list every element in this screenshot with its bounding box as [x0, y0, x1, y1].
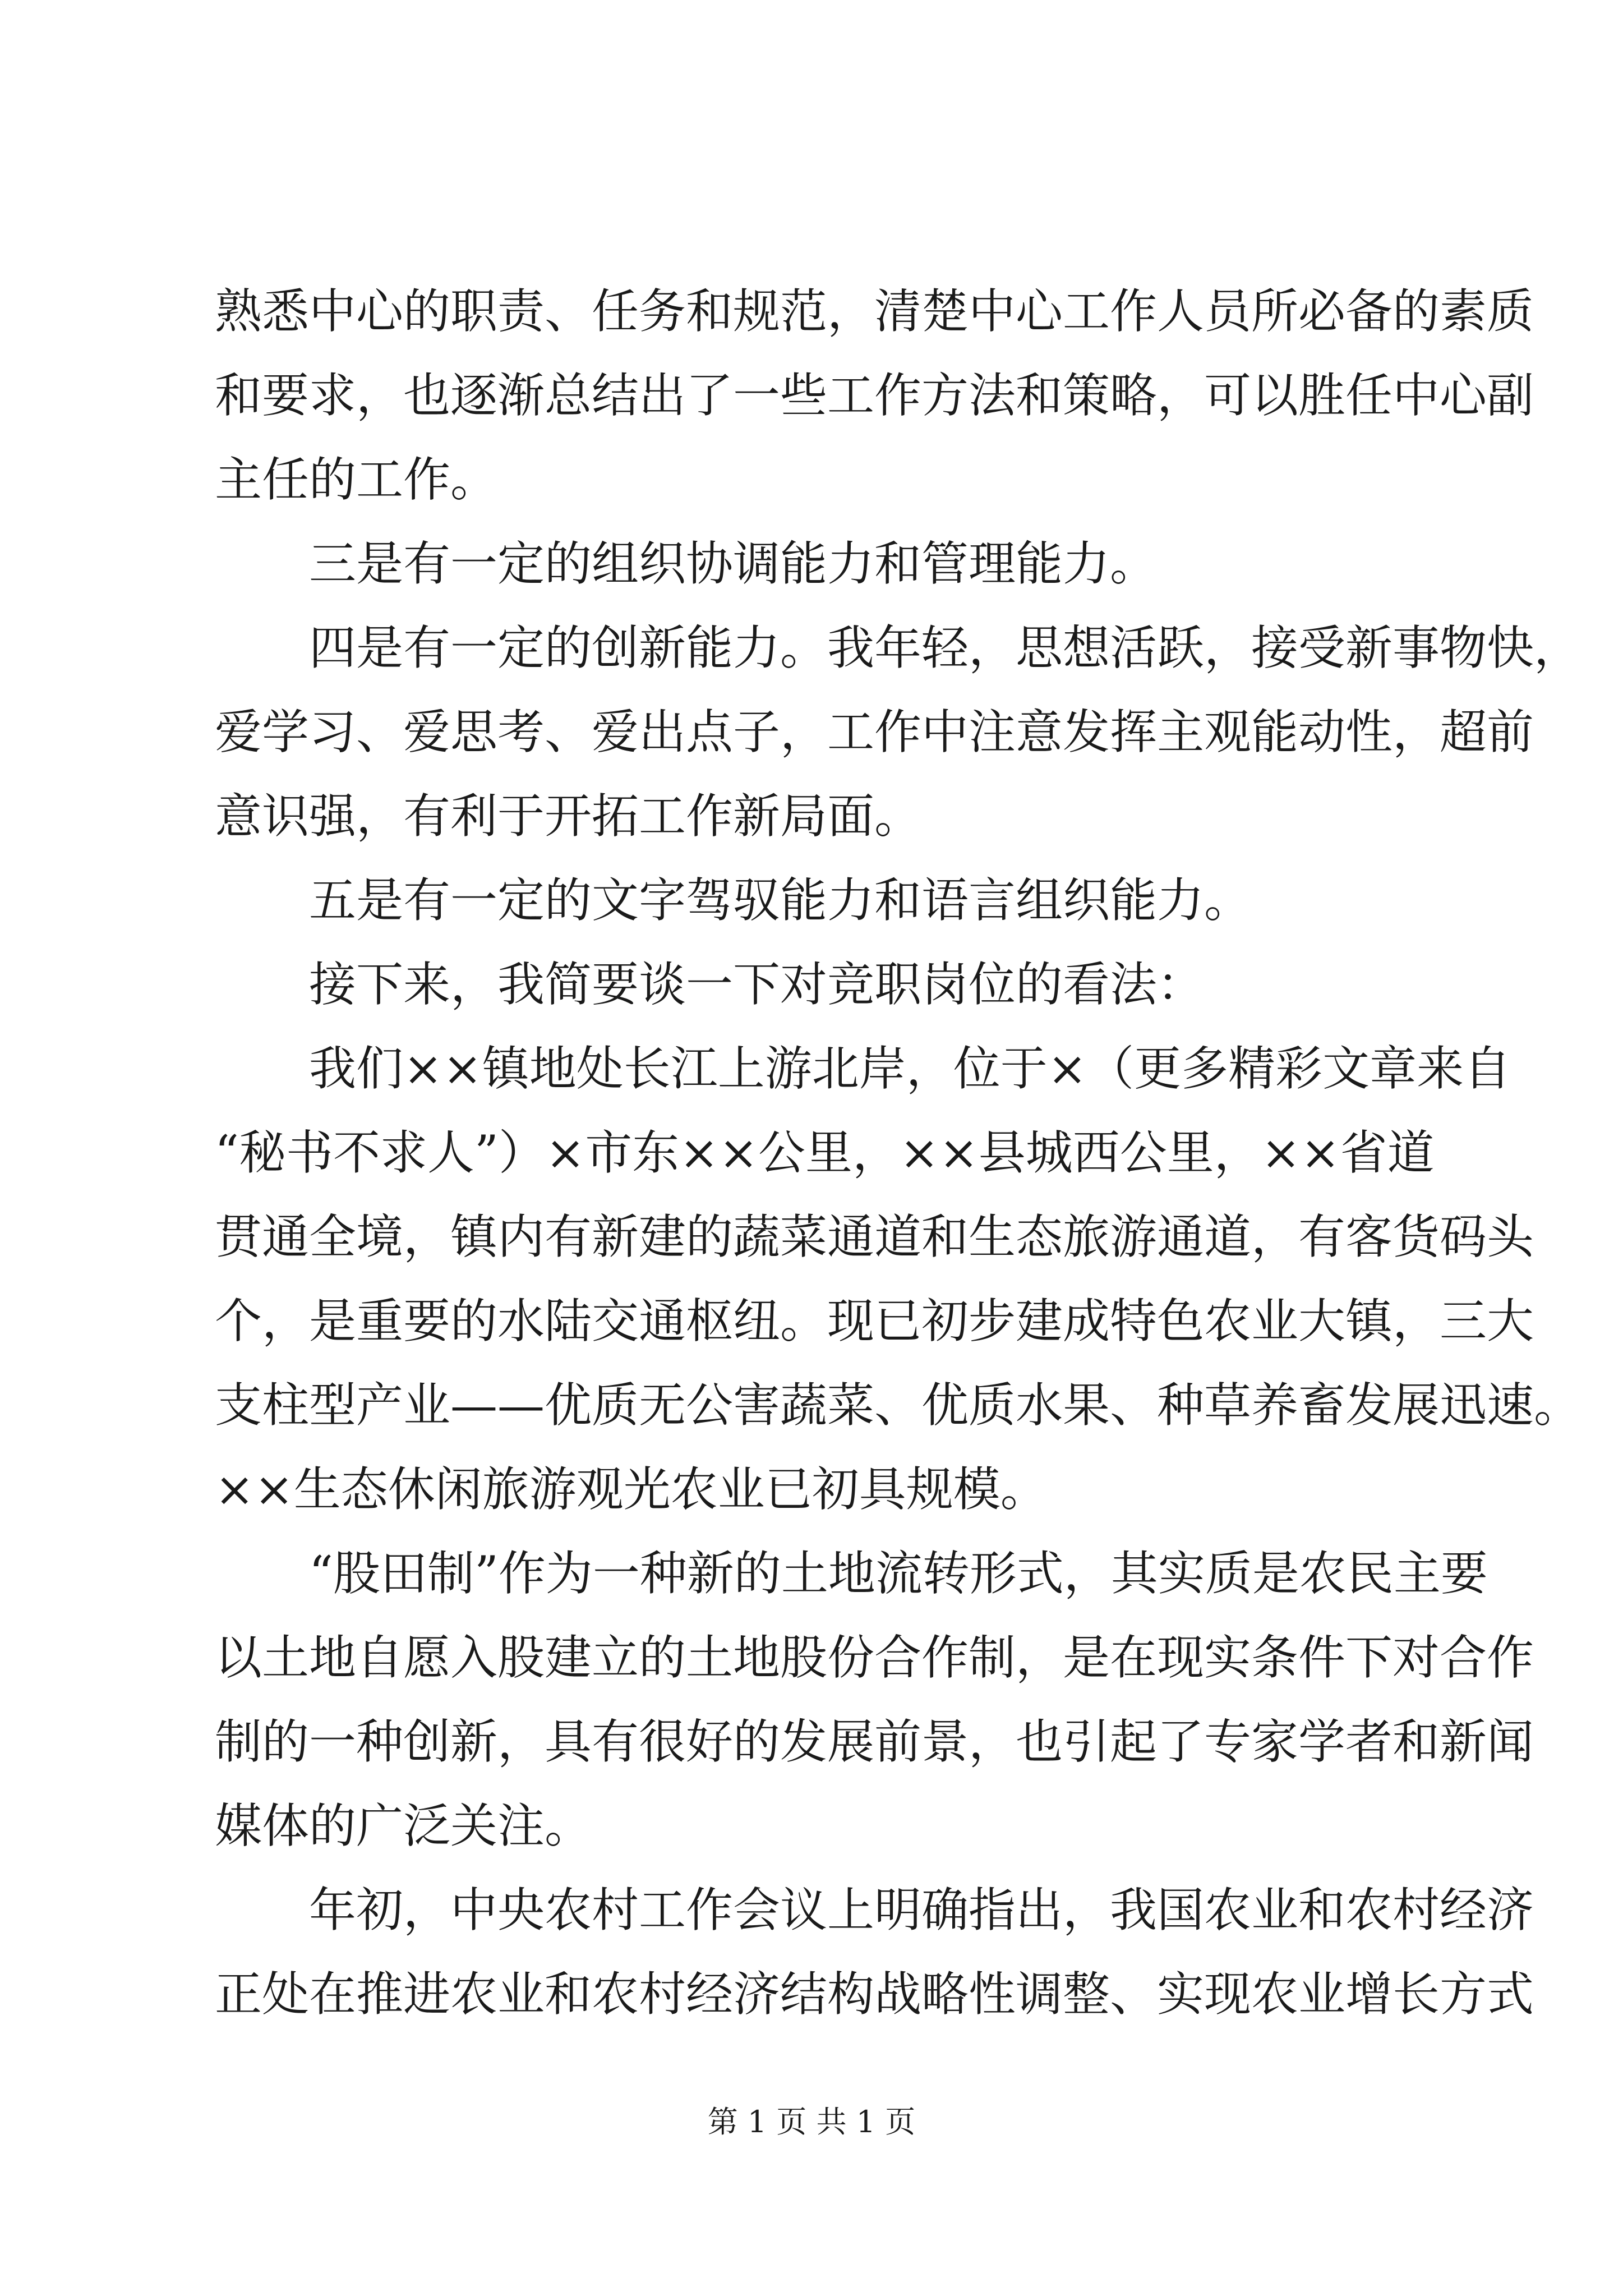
- body-line: 制的一种创新，具有很好的发展前景，也引起了专家学者和新闻: [215, 1714, 1534, 1769]
- body-line: “股田制”作为一种新的土地流转形式，其实质是农民主要: [309, 1546, 1488, 1601]
- body-line: 我们××镇地处长江上游北岸，位于×（更多精彩文章来自: [309, 1041, 1511, 1096]
- body-line: 五是有一定的文字驾驭能力和语言组织能力。: [309, 873, 1252, 928]
- body-line: 爱学习、爱思考、爱出点子，工作中注意发挥主观能动性，超前: [215, 705, 1534, 760]
- body-line: 熟悉中心的职责、任务和规范，清楚中心工作人员所必备的素质: [215, 284, 1534, 339]
- body-line: 个，是重要的水陆交通枢纽。现已初步建成特色农业大镇，三大: [215, 1294, 1534, 1349]
- body-line: ××生态休闲旅游观光农业已初具规模。: [215, 1462, 1048, 1517]
- body-line: 三是有一定的组织协调能力和管理能力。: [309, 536, 1158, 591]
- body-line: 正处在推进农业和农村经济结构战略性调整、实现农业增长方式: [215, 1967, 1534, 2022]
- page-number-footer: 第 1 页 共 1 页: [707, 2104, 916, 2139]
- body-line: 以土地自愿入股建立的土地股份合作制，是在现实条件下对合作: [215, 1630, 1534, 1685]
- body-line: 主任的工作。: [215, 452, 498, 507]
- body-line: 贯通全境，镇内有新建的蔬菜通道和生态旅游通道，有客货码头: [215, 1209, 1534, 1264]
- body-line: “秘书不求人”）×市东××公里，××县城西公里，××省道: [215, 1125, 1435, 1180]
- document-body: [215, 269, 1581, 2036]
- body-line: 意识强，有利于开拓工作新局面。: [215, 789, 922, 844]
- body-line: 年初，中央农村工作会议上明确指出，我国农业和农村经济: [309, 1883, 1534, 1938]
- body-line: 媒体的广泛关注。: [215, 1798, 592, 1853]
- body-line: 接下来，我简要谈一下对竞职岗位的看法：: [309, 957, 1205, 1012]
- body-line: 四是有一定的创新能力。我年轻，思想活跃，接受新事物快，: [309, 620, 1581, 675]
- body-line: 支柱型产业——优质无公害蔬菜、优质水果、种草养畜发展迅速。: [215, 1378, 1581, 1433]
- body-line: 和要求，也逐渐总结出了一些工作方法和策略，可以胜任中心副: [215, 368, 1534, 423]
